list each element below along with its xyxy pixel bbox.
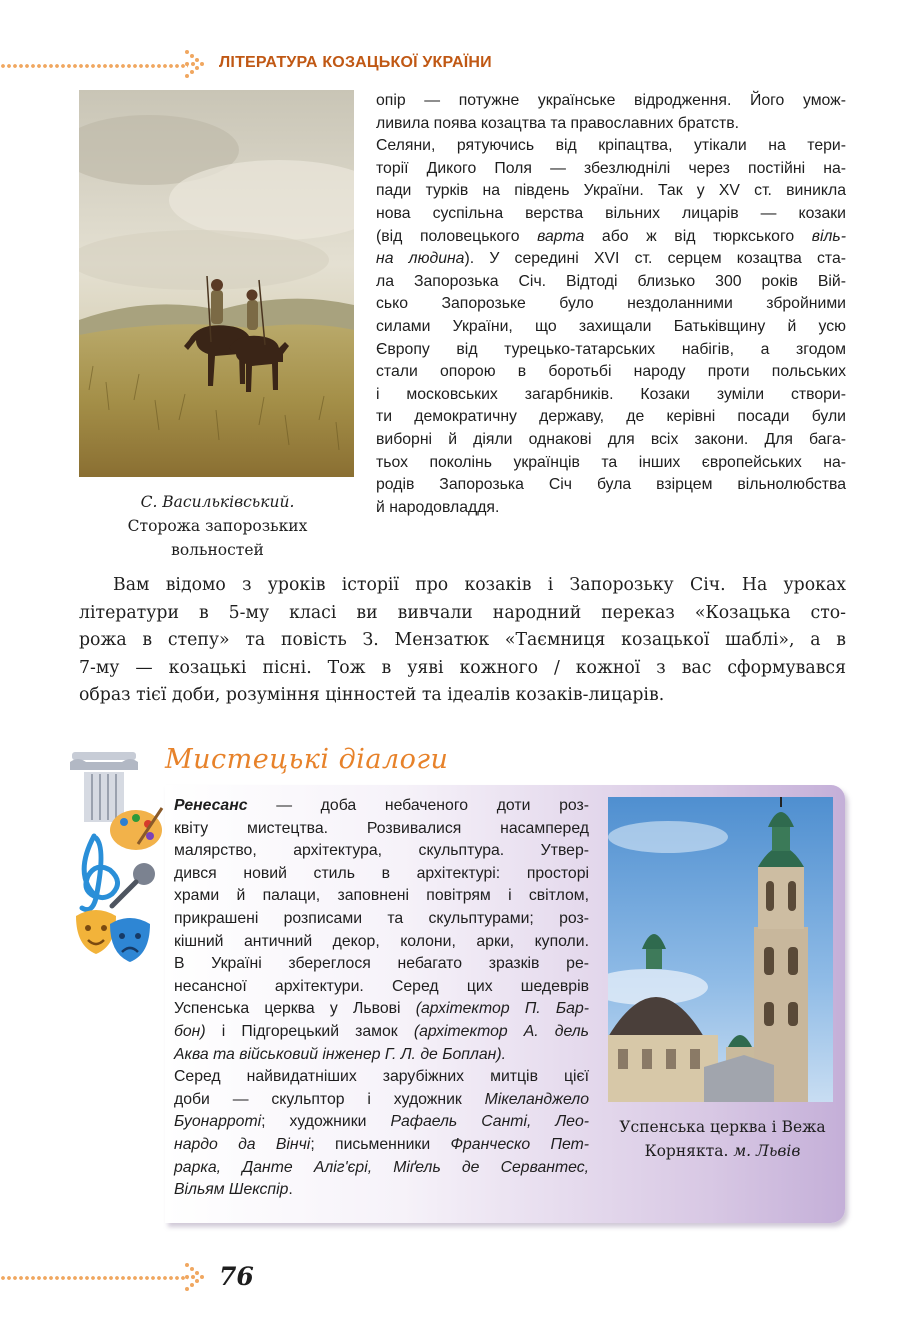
text-line [174,1044,589,1067]
treble-clef-icon [82,836,118,910]
text-line: Вам відомо з уроків історії про козаків і Запорозьку Січ. На уроках [113,575,846,595]
arts-icon-group [66,748,166,978]
caption-line: Корнякта. м. Львів [644,1142,801,1160]
italic-term: на людина [376,250,465,268]
section-title: Мистецькі діалоги [165,744,449,775]
italic-term: рарка, Данте Аліг'єрі, Міґель де Сервантес, [174,1158,589,1176]
text-line: Селяни, рятуючись від кріпацтва, утікали на тери- [376,137,846,155]
intro-paragraph [79,572,846,710]
text-line: нардо да Вінчі; письменники Франческо Пет- [174,1135,589,1153]
italic-term: варта [537,227,585,245]
text-line: малярство, архітектура, скульптура. Утвер- [174,842,589,860]
text-line: літератури в 5-му класі ви вивчали народний переказ «Козацька сто- [79,602,846,623]
photo-caption [600,1115,845,1163]
text-line: несансної архітектури. Серед цих шедеврів [174,977,589,995]
italic-term: бон) [174,1022,206,1040]
text-line: 7-му — козацькі пісні. Тож в уяві кожного / кожної з вас сформувався [79,657,846,678]
text-line: бон) і Підгорецький замок (архітектор А. дель [174,1022,589,1040]
text-line: нова суспільна верства вільних лицарів — козаки [376,204,846,222]
photo-assumption-church-lviv [608,797,833,1102]
chevron-right-icon [184,1262,208,1292]
dotted-rule [0,1275,188,1281]
header-title: ЛІТЕРАТУРА КОЗАЦЬКОЇ УКРАЇНИ [219,54,492,71]
text-line: опір — потужне українське відродження. Його умож- [376,92,846,109]
text-line: торії Дикого Поля — збезлюднілі через постійні на- [376,159,846,177]
italic-term: віль- [811,227,846,245]
painting-caption [80,490,355,562]
text-line: доби — скульптор і художник Мікеланджело [174,1090,589,1108]
text-line: кішний античний декор, колони, арки, куполи. [174,932,589,950]
text-line: дився новий стиль в архітектурі: просторі [174,864,589,882]
renaissance-text [174,795,589,1202]
italic-term: Буонарроті [174,1113,262,1131]
text-line: Вільям Шекспір. [174,1181,293,1199]
page-footer [0,1258,918,1298]
bold-term: Ренесанс [174,797,248,814]
text-line: рожа в степу» та повість З. Мензатюк «Таємниця козацької шаблі», а в [79,630,846,650]
text-line: Ренесанс — доба небаченого доти роз- [174,797,589,814]
italic-term: (архітектор А. дель [413,1022,589,1040]
text-line: тьох поколінь українців та інших європейських на- [376,453,846,471]
text-line: ти демократичну державу, де керівні посади були [376,408,846,426]
painting-cossack-guard [79,90,354,477]
text-line: виборні й діяли однакові для всіх закони. Для бага- [376,430,846,448]
text-line: ла Запорозька Січ. Відтоді близько 300 років Вій- [376,272,846,290]
dotted-rule [0,63,188,69]
text-line: ливила поява козацтва та православних братств. [376,114,740,132]
running-header [0,44,918,84]
text-line: прикрашені розписами та скульптурами; роз- [174,909,589,927]
italic-term: (архітектор П. Бар- [415,1000,590,1018]
caption-title-line: Сторожа запорозьких [127,517,308,535]
caption-city: м. Львів [733,1142,801,1160]
italic-term: Франческо Пет- [450,1135,589,1153]
text-line: В Україні збереглося небагато зразків ре- [174,955,589,973]
text-line: Європу від турецько-татарських набігів, а згодом [376,340,846,358]
italic-term: Аква та військовий інженер Г. Л. де Боплан). [174,1045,507,1063]
italic-term: Вільям Шекспір [174,1181,289,1199]
text-line: на людина). У середині XVI ст. серцем козацтва ста- [376,250,846,268]
italic-term: Мікеланджело [484,1090,589,1108]
text-line: (від половецького варта або ж від тюркського віль- [376,227,846,245]
text-line: пади турків на південь України. Так у XV ст. виникла [376,182,846,200]
text-line: й народовладдя. [376,498,500,516]
history-text-column [376,90,846,519]
text-line: сько Запорозьке було нездоланними збройними [376,295,846,313]
text-line: Буонарроті; художники Рафаель Санті, Лео- [174,1113,589,1131]
italic-term: нардо да Вінчі [174,1135,311,1153]
text-line [174,1157,589,1180]
caption-title-line: вольностей [171,541,264,559]
page-number: 76 [219,1262,254,1291]
text-line: стали опорою в боротьбі народу проти польських [376,363,846,381]
text-line: родів Запорозька Січ була взірцем вільнолюбства [376,476,846,494]
caption-line: Успенська церква і Вежа [619,1118,826,1136]
caption-author: С. Васильківський. [140,493,295,511]
text-line: силами України, що захищали Батьківщину й усю [376,317,846,335]
chevron-right-icon [184,49,208,79]
text-line: квіту мистецтва. Розвивалися насамперед [174,819,589,837]
text-line: храми й палаци, заповнені повітрям і світлом, [174,887,589,905]
text-line: і московських загарбників. Козаки зуміли створи- [376,385,846,403]
text-line: образ тієї доби, розуміння цінностей та ідеалів козаків-лицарів. [79,685,665,705]
text-line: Успенська церква у Львові (архітектор П. Бар- [174,1000,590,1018]
italic-term: Рафаель Санті, Лео- [390,1113,589,1131]
text-line: Серед найвидатніших зарубіжних митців цієї [174,1068,589,1086]
theatre-masks-icon [76,910,150,962]
